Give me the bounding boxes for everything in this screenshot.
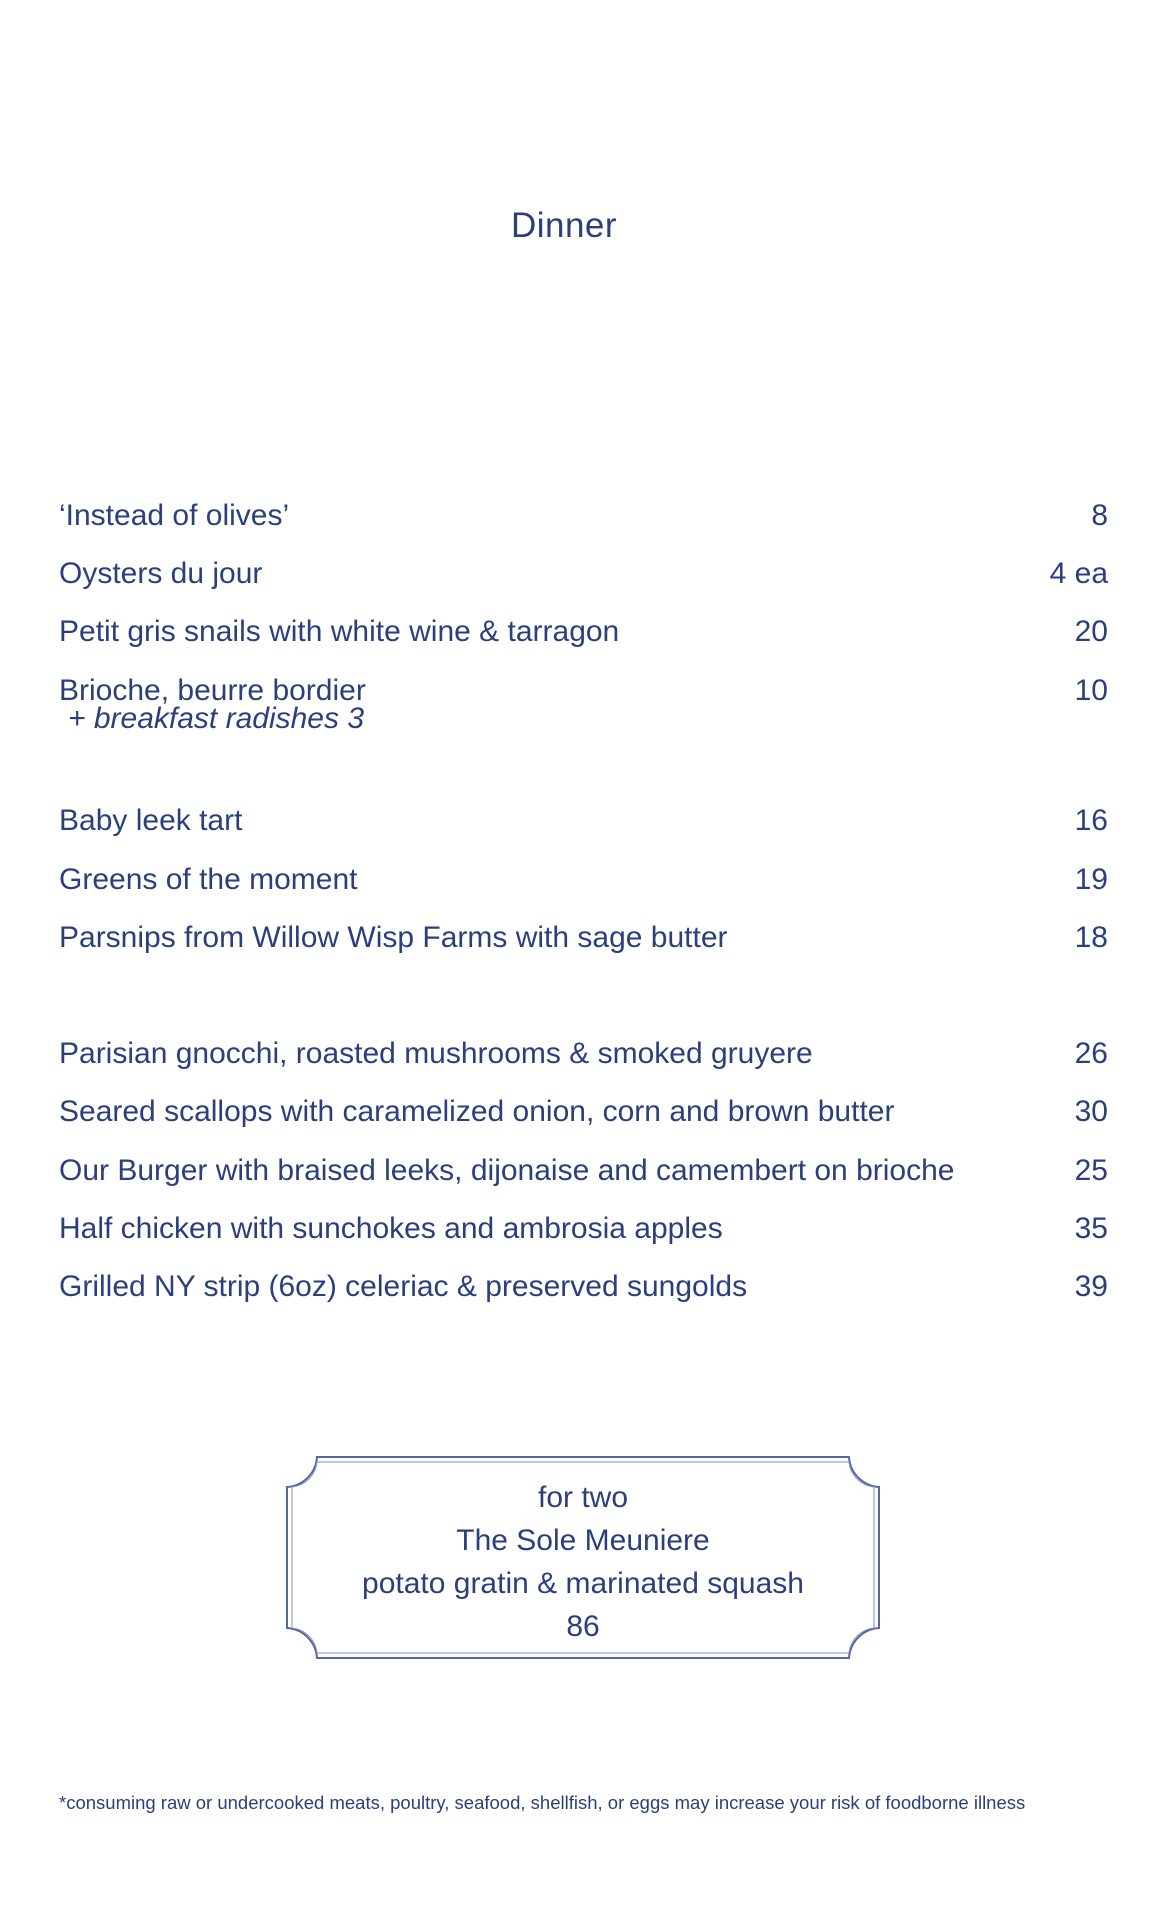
menu-item — [59, 1269, 1108, 1305]
menu-item-name: Petit gris snails with white wine & tarragon — [59, 615, 620, 648]
menu-item — [59, 803, 1108, 839]
menu-item-name: Baby leek tart — [59, 804, 243, 837]
menu-item-name: Seared scallops with caramelized onion, corn and brown butter — [59, 1095, 895, 1128]
menu-item-price: 39 — [1074, 1270, 1108, 1303]
footnote: *consuming raw or undercooked meats, poultry, seafood, shellfish, or eggs may increase your risk of foodborne illness — [59, 1792, 1026, 1813]
menu-item-addon: + breakfast radishes 3 — [68, 702, 365, 735]
menu-item-price: 8 — [1091, 499, 1108, 532]
menu-item-name: Brioche, beurre bordier — [59, 674, 366, 707]
menu-item-price: 25 — [1074, 1154, 1108, 1187]
special-sides: potato gratin & marinated squash — [362, 1567, 804, 1600]
menu-item-price: 19 — [1074, 863, 1108, 896]
special-price: 86 — [566, 1610, 600, 1643]
menu-item — [59, 1094, 1108, 1130]
menu-item — [59, 498, 1108, 534]
menu-item — [59, 1211, 1108, 1247]
menu-item-name: Parsnips from Willow Wisp Farms with sage butter — [59, 921, 728, 954]
menu-item-name: Half chicken with sunchokes and ambrosia apples — [59, 1212, 723, 1245]
menu-item — [59, 1153, 1108, 1189]
menu-item-price: 4 ea — [1049, 557, 1108, 590]
menu-item-name: Oysters du jour — [59, 557, 263, 590]
special-label: for two — [537, 1481, 629, 1514]
menu-item — [59, 920, 1108, 956]
menu-item-name: ‘Instead of olives’ — [59, 499, 290, 532]
menu-item-price: 26 — [1074, 1037, 1108, 1070]
menu-item-name: Our Burger with braised leeks, dijonaise and camembert on brioche — [59, 1154, 955, 1187]
menu-item-price: 16 — [1074, 804, 1108, 837]
menu-item-price: 35 — [1074, 1212, 1108, 1245]
menu-title: Dinner — [510, 206, 618, 245]
special-box — [285, 1455, 881, 1660]
menu-item — [59, 862, 1108, 898]
menu-item — [59, 556, 1108, 592]
menu-item-price: 30 — [1074, 1095, 1108, 1128]
menu-item-price: 10 — [1074, 674, 1108, 707]
menu-item-name: Parisian gnocchi, roasted mushrooms & smoked gruyere — [59, 1037, 813, 1070]
menu-item-price: 18 — [1074, 921, 1108, 954]
menu-item-price: 20 — [1074, 615, 1108, 648]
menu-item-name: Grilled NY strip (6oz) celeriac & preserved sungolds — [59, 1270, 748, 1303]
menu-item — [59, 1036, 1108, 1072]
menu-item-name: Greens of the moment — [59, 863, 358, 896]
menu-item — [59, 614, 1108, 650]
special-name: The Sole Meuniere — [456, 1524, 710, 1557]
